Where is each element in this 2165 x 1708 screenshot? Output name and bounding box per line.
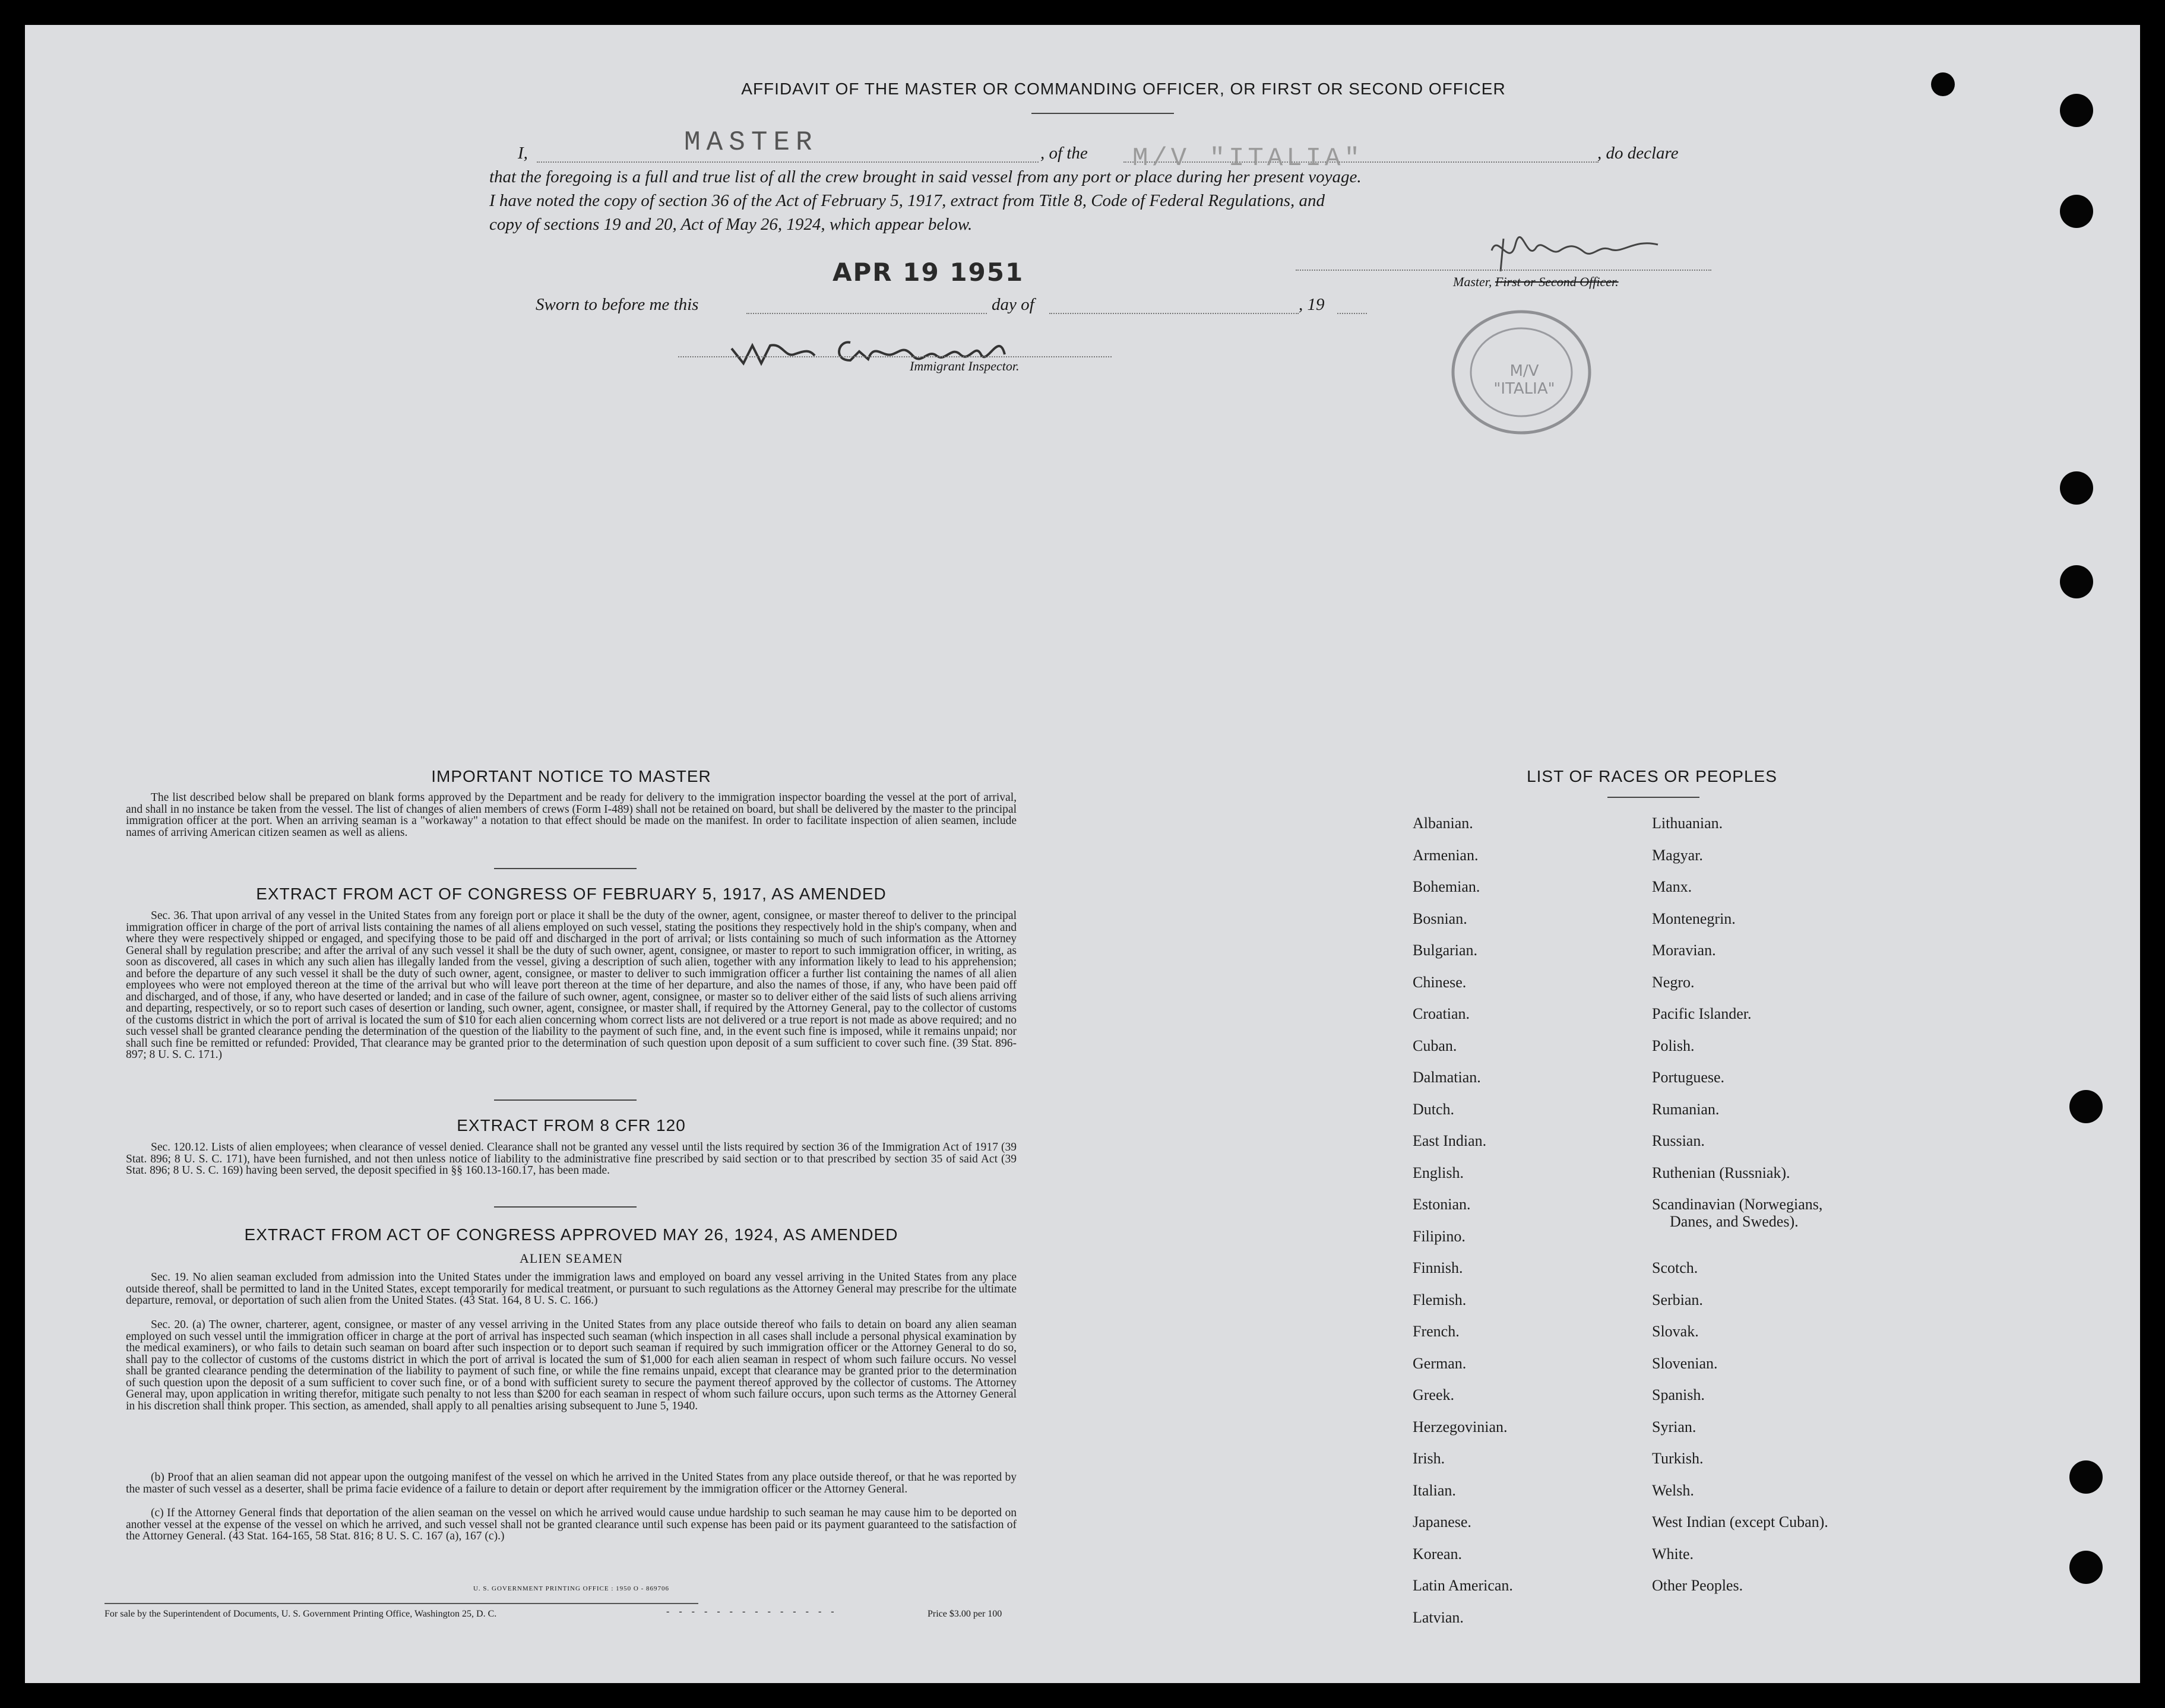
race-item: Italian. <box>1413 1481 1456 1499</box>
extract1924-sec20a: Sec. 20. (a) The owner, charterer, agent, consignee, or master of any vessel arriving in the United States from any place outside thereof who fails to detain on board any alien seaman employed on such vessel until the immigration officer in charge at the port of arrival has inspected such seaman (which inspection in all cases shall include a personal physical examination by the medical examiners), or who fails to detain such seaman on board after such inspection or to deport such seaman if required by such immigration officer or the Attorney General to do so, shall pay to the collector of customs of the customs district in which the port of arrival is located the sum of $1,000 for each alien seaman in respect of whom such failure occurs. No vessel shall be granted clearance pending the determination of the liability to payment of such fine, or while the fine remains unpaid, except that clearance may be granted prior to the determination of such question upon the deposit of a sum sufficient to cover such fine, or of a bond with sufficient surety to secure the payment thereof approved by the collector of customs. The Attorney General may, upon application in writing therefor, mitigate such penalty to not less than $200 for each seaman in respect of whom such failure occurs, upon such terms as the Attorney General in his discretion shall think proper. This section, as amended, shall apply to all penalties arising subsequent to June 5, 1940. <box>126 1319 1017 1412</box>
race-item: Portuguese. <box>1652 1069 1725 1086</box>
master-signature-line <box>1296 270 1711 271</box>
race-item: Finnish. <box>1413 1259 1463 1276</box>
race-item: West Indian (except Cuban). <box>1652 1513 1828 1530</box>
notice-title: IMPORTANT NOTICE TO MASTER <box>431 767 711 785</box>
race-item: Albanian. <box>1413 815 1473 832</box>
punch-hole <box>1931 72 1955 96</box>
inspector-caption: Immigrant Inspector. <box>910 359 1020 373</box>
rank-field <box>537 161 1039 163</box>
extract1924-title: EXTRACT FROM ACT OF CONGRESS APPROVED MAY 26, 1924, AS AMENDED <box>244 1225 898 1244</box>
races-title-underline <box>1607 797 1699 798</box>
race-item: Armenian. <box>1413 846 1479 864</box>
affidavit-title: AFFIDAVIT OF THE MASTER OR COMMANDING OFFICER, OR FIRST OR SECOND OFFICER <box>741 80 1506 98</box>
seal-text: M/V "ITALIA" <box>1493 362 1555 398</box>
races-title: LIST OF RACES OR PEOPLES <box>1527 767 1777 785</box>
master-caption-master: Master, <box>1453 274 1492 289</box>
race-item: Korean. <box>1413 1545 1463 1563</box>
footer-dashes: - - - - - - - - - - - - - - <box>666 1606 838 1617</box>
race-item: Latvian. <box>1413 1608 1464 1626</box>
race-item: Turkish. <box>1652 1450 1704 1467</box>
vessel-typed: M/V "ITALIA" <box>1132 144 1363 173</box>
affidavit-i: I, <box>518 144 528 163</box>
race-item: Spanish. <box>1652 1386 1705 1403</box>
punch-hole <box>2060 94 2093 127</box>
race-item: Bulgarian. <box>1413 942 1478 959</box>
race-item: Estonian. <box>1413 1196 1471 1213</box>
divider <box>494 1206 637 1208</box>
extract1924-sec20b: (b) Proof that an alien seaman did not appear upon the outgoing manifest of the vessel on which he arrived in the United States from any place outside thereof, or that he was reported by the master of such vessel as a deserter, shall be prima facie evidence of a failure to detain or deport after requirement by the immigration officer or the Attorney General. <box>126 1471 1017 1495</box>
race-item: Ruthenian (Russniak). <box>1652 1164 1790 1181</box>
race-item: English. <box>1413 1164 1464 1181</box>
date-stamp: APR 19 1951 <box>833 258 1024 287</box>
race-item: Russian. <box>1652 1132 1705 1149</box>
race-item: Bosnian. <box>1413 910 1467 927</box>
races-column-2 <box>1652 815 1937 1609</box>
race-item: Other Peoples. <box>1652 1577 1743 1594</box>
year-text: , 19 <box>1299 295 1325 314</box>
race-item: German. <box>1413 1354 1467 1372</box>
affidavit-of-the: , of the <box>1040 144 1088 163</box>
footer-right: Price $3.00 per 100 <box>928 1609 1002 1619</box>
race-item: Welsh. <box>1652 1481 1694 1499</box>
race-item: Chinese. <box>1413 973 1467 991</box>
extract1924-subtitle: ALIEN SEAMEN <box>520 1251 623 1266</box>
master-caption-struck: First or Second Officer. <box>1495 274 1619 289</box>
race-item: Filipino. <box>1413 1227 1466 1245</box>
extract1924-sec20c: (c) If the Attorney General finds that deportation of the alien seaman on the vessel on which he arrived would cause undue hardship to such seaman he may cause him to be deported on another vessel at the expense of the vessel on which he arrived, and such vessel shall not be granted clearance until such expense has been paid or its payment guaranteed to the satisfaction of the Attorney General. (43 Stat. 164-165, 58 Stat. 816; 8 U. S. C. 167 (a), 167 (c).) <box>126 1507 1017 1542</box>
affidavit-declare: , do declare <box>1597 144 1679 163</box>
race-item: Syrian. <box>1652 1418 1696 1436</box>
punch-hole <box>2069 1460 2103 1494</box>
race-item: Slovenian. <box>1652 1354 1718 1372</box>
race-item: White. <box>1652 1545 1694 1563</box>
race-item: Croatian. <box>1413 1005 1470 1022</box>
affidavit-line2: that the foregoing is a full and true list of all the crew brought in said vessel from any port or place during her present voyage. <box>489 167 1362 186</box>
sworn-text: Sworn to before me this <box>536 295 699 314</box>
divider <box>494 868 637 869</box>
race-item: Scandinavian (Norwegians, <box>1652 1196 1823 1213</box>
race-item: Slovak. <box>1652 1323 1699 1340</box>
extract1917-body: Sec. 36. That upon arrival of any vessel in the United States from any foreign port or place it shall be the duty of the owner, agent, consignee, or master thereof to deliver to the principal immigration officer in charge of the port of arrival lists containing the names of all aliens employed on such vessel, stating the positions they respectively hold in the ship's company, when and where they were respectively shipped or engaged, and specifying those to be paid off and discharged in the port of arrival; or lists containing so much of such information as the Attorney General shall by regulation prescribe; and after the arrival of any such vessel it shall be the duty of such owner, agent, consignee, or master to report to such immigration officer, in writing, as soon as discovered, all cases in which any such alien has illegally landed from the vessel, giving a description of such alien, together with any information likely to lead to his apprehension; and before the departure of any such vessel it shall be the duty of such owner, agent, consignee, or master to deliver to such immigration officer a further list containing the names of all alien employees who were not employed thereon at the time of the arrival but who will leave port thereon at the time of her departure, and also the names of those, if any, who have been paid off and discharged, and of those, if any, who have deserted or landed; and in case of the failure of such owner, agent, consignee, or master so to deliver either of the said lists of such aliens arriving and departing, respectively, or so to report such cases of desertion or landing, such owner, agent, consignee, or master shall, if required by the Attorney General, pay to the collector of customs of the customs district in which the port of arrival is located the sum of $10 for each alien concerning whom correct lists are not delivered or a true report is not made as above required; and no such vessel shall be granted clearance pending the determination of the question of the liability to the payment of such fine, and, in the event such fine is imposed, while it remains unpaid; nor shall such fine be remitted or refunded: Provided, That clearance may be granted prior to the determination of such question upon deposit of a sum sufficient to cover such fine. (39 Stat. 896-897; 8 U. S. C. 171.) <box>126 910 1017 1061</box>
race-item: French. <box>1413 1323 1460 1340</box>
rank-typed: MASTER <box>684 127 818 158</box>
footer-left: For sale by the Superintendent of Documents, U. S. Government Printing Office, Washington 25, D. C. <box>105 1609 497 1619</box>
punch-hole <box>2060 471 2093 505</box>
sworn-month-field <box>1049 313 1299 314</box>
affidavit-line4: copy of sections 19 and 20, Act of May 26, 1924, which appear below. <box>489 215 973 234</box>
race-item: Japanese. <box>1413 1513 1471 1530</box>
race-item: Scotch. <box>1652 1259 1698 1276</box>
race-item: Flemish. <box>1413 1291 1467 1308</box>
master-signature <box>1480 227 1670 280</box>
race-item: Magyar. <box>1652 846 1703 864</box>
race-item: Pacific Islander. <box>1652 1005 1752 1022</box>
sworn-year-field <box>1337 313 1367 314</box>
race-item: Lithuanian. <box>1652 815 1723 832</box>
notice-body: The list described below shall be prepared on blank forms approved by the Department and be ready for delivery to the immigration inspector boarding the vessel at the port of arrival, and shall in no instance be taken from the vessel. The list of changes of alien members of crews (Form I-489) shall not be retained on board, but shall be delivered by the master to the principal immigration officer at the port. When an arriving seaman is a "workaway" a notation to that effect should be made on the manifest. In order to facilitate inspection of alien seamen, include names of arriving American citizen seamen as well as aliens. <box>126 791 1017 839</box>
punch-hole <box>2060 195 2093 228</box>
race-item: Negro. <box>1652 973 1695 991</box>
race-item: Greek. <box>1413 1386 1455 1403</box>
extractcfr-body: Sec. 120.12. Lists of alien employees; when clearance of vessel denied. Clearance shall not be granted any vessel until the lists required by section 36 of the Immigration Act of 1917 (39 Stat. 896; 8 U. S. C. 171), have been furnished, and not then unless notice of liability to the administrative fine prescribed by said section or to that prescribed by section 35 of said Act (39 Stat. 896; 8 U. S. C. 169) having been served, the deposit specified in §§ 160.13-160.17, has been made. <box>126 1141 1017 1177</box>
race-item: Latin American. <box>1413 1577 1513 1594</box>
race-item: Dutch. <box>1413 1100 1455 1118</box>
document-page <box>25 25 2140 1683</box>
race-item: Danes, and Swedes). <box>1670 1213 1799 1230</box>
race-item: Herzegovinian. <box>1413 1418 1508 1436</box>
race-item: Irish. <box>1413 1450 1445 1467</box>
inspector-signature-line <box>678 356 1112 357</box>
master-caption <box>1453 274 1619 290</box>
sworn-day-field <box>746 313 987 314</box>
punch-hole <box>2060 565 2093 598</box>
footer-rule <box>105 1603 698 1604</box>
race-item: Moravian. <box>1652 942 1716 959</box>
extract1924-sec19: Sec. 19. No alien seaman excluded from admission into the United States under the immigration laws and employed on board any vessel arriving in the United States from any place outside thereof, shall be permitted to land in the United States, except temporarily for medical treatment, or pursuant to such regulations as the Attorney General may prescribe for the ultimate departure, removal, or deportation of such alien from the United States. (43 Stat. 164, 8 U. S. C. 166.) <box>126 1271 1017 1307</box>
printing-office-line: U. S. GOVERNMENT PRINTING OFFICE : 1950 O - 869706 <box>473 1585 669 1592</box>
divider <box>494 1099 637 1101</box>
title-underline <box>1031 113 1174 114</box>
race-item: East Indian. <box>1413 1132 1487 1149</box>
race-item: Dalmatian. <box>1413 1069 1481 1086</box>
race-item: Polish. <box>1652 1037 1695 1054</box>
race-item: Cuban. <box>1413 1037 1457 1054</box>
punch-hole <box>2069 1090 2103 1123</box>
extract1917-title: EXTRACT FROM ACT OF CONGRESS OF FEBRUARY 5, 1917, AS AMENDED <box>256 885 887 903</box>
punch-hole <box>2069 1551 2103 1584</box>
affidavit-line3: I have noted the copy of section 36 of the Act of February 5, 1917, extract from Title 8, Code of Federal Regulations, and <box>489 191 1325 210</box>
race-item: Serbian. <box>1652 1291 1703 1308</box>
race-item: Bohemian. <box>1413 878 1480 895</box>
extractcfr-title: EXTRACT FROM 8 CFR 120 <box>457 1116 686 1135</box>
race-item: Manx. <box>1652 878 1692 895</box>
races-column-1 <box>1413 815 1626 1640</box>
race-item: Montenegrin. <box>1652 910 1736 927</box>
day-of-text: day of <box>992 295 1034 314</box>
race-item: Rumanian. <box>1652 1100 1720 1118</box>
